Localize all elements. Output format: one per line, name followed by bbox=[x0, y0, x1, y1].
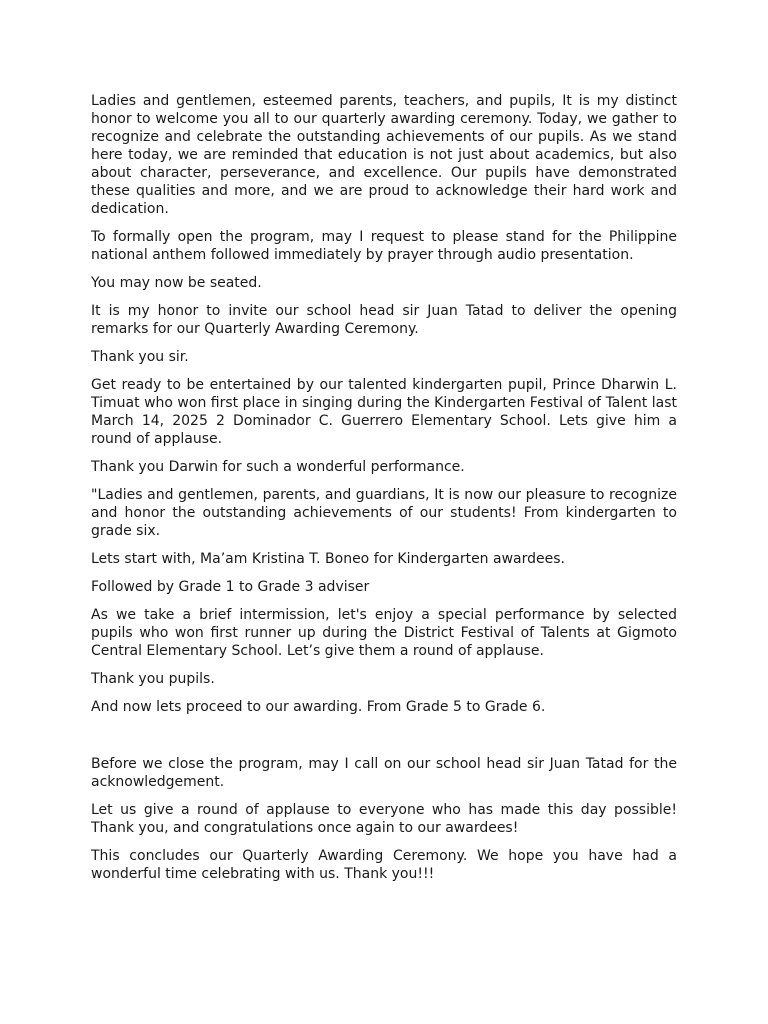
paragraph-recognition: "Ladies and gentlemen, parents, and guardians, It is now our pleasure to recognize and honor the outstanding achievements of our students! From kindergarten to grade six. bbox=[91, 487, 677, 539]
paragraph-intermission: As we take a brief intermission, let's enjoy a special performance by selected pupils who won first runner up during the District Festival of Talents at Gigmoto Central Elementary School. Let’s give them a round of applause. bbox=[91, 607, 677, 659]
paragraph-kinder-performance: Get ready to be entertained by our talented kindergarten pupil, Prince Dharwin L. Timuat who won first place in singing during the Kindergarten Festival of Talent last March 14, 2025 2 Dominador C. Guerrero Elementary School. Lets give him a round of applause. bbox=[91, 377, 677, 447]
paragraph-acknowledgement: Before we close the program, may I call on our school head sir Juan Tatad for the acknowledgement. bbox=[91, 756, 677, 790]
paragraph-thank-you-sir: Thank you sir. bbox=[91, 349, 189, 365]
paragraph-grade-5-6: And now lets proceed to our awarding. From Grade 5 to Grade 6. bbox=[91, 699, 546, 715]
paragraph-opening-remarks: It is my honor to invite our school head sir Juan Tatad to deliver the opening remarks for our Quarterly Awarding Ceremony. bbox=[91, 303, 677, 337]
paragraph-be-seated: You may now be seated. bbox=[91, 275, 262, 291]
paragraph-thank-darwin: Thank you Darwin for such a wonderful performance. bbox=[91, 459, 465, 475]
paragraph-welcome: Ladies and gentlemen, esteemed parents, teachers, and pupils, It is my distinct honor to welcome you all to our quarterly awarding ceremony. Today, we gather to recognize and celebrate the outstanding achievements of our pupils. As we stand here today, we are reminded that education is not just about academics, but also about character, perseverance, and excellence. Our pupils have demonstrated these qualities and more, and we are proud to acknowledge their hard work and dedication. bbox=[91, 93, 677, 217]
paragraph-conclusion: This concludes our Quarterly Awarding Ceremony. We hope you have had a wonderful time celebrating with us. Thank you!!! bbox=[91, 848, 677, 882]
paragraph-grade-1-3: Followed by Grade 1 to Grade 3 adviser bbox=[91, 579, 370, 595]
paragraph-kinder-awardees: Lets start with, Ma’am Kristina T. Boneo for Kindergarten awardees. bbox=[91, 551, 565, 567]
paragraph-applause: Let us give a round of applause to everyone who has made this day possible! Thank you, and congratulations once again to our awardees! bbox=[91, 802, 677, 836]
paragraph-thank-pupils: Thank you pupils. bbox=[91, 671, 215, 687]
paragraph-anthem: To formally open the program, may I request to please stand for the Philippine national anthem followed immediately by prayer through audio presentation. bbox=[91, 229, 677, 263]
blank-space bbox=[91, 726, 677, 755]
